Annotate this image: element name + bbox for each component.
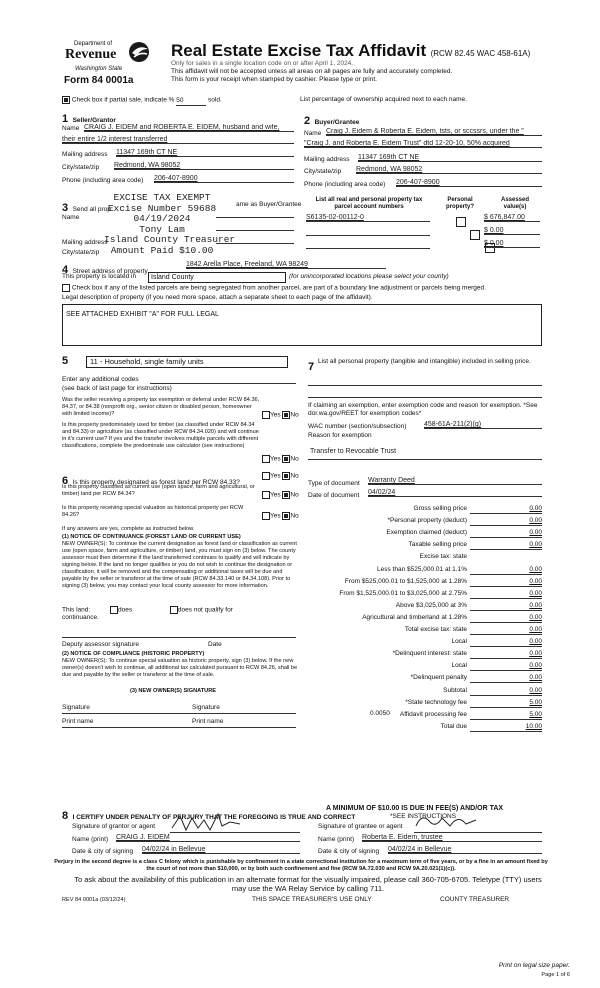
tax-row-value[interactable]: 0.00	[529, 601, 542, 609]
tax-row-value[interactable]: 10.00	[525, 722, 542, 730]
reason-label: Reason for exemption	[308, 432, 372, 439]
tax-row-label: Excise tax: state	[419, 553, 467, 561]
owner-print-line[interactable]	[62, 726, 296, 728]
tax-row-label: Subtotal	[443, 686, 467, 694]
section3-mail-label: Mailing address	[62, 239, 108, 246]
continuance-word: continuance.	[62, 614, 99, 621]
buyer-address[interactable]: 11347 169th CT NE	[358, 154, 542, 162]
seller-heading: 1 Seller/Grantor	[62, 113, 116, 125]
wac-number[interactable]: 458-61A-211(2)(g)	[424, 421, 542, 429]
minimum-due-note: A MINIMUM OF $10.00 IS DUE IN FEE(S) AND/OR TAX	[326, 805, 504, 812]
buyer-name-label: Name	[304, 130, 322, 137]
tax-row-value[interactable]: 0.00	[529, 650, 542, 658]
s6q1-yes-no: Yes No	[262, 472, 299, 481]
s6q3-no-checkbox[interactable]	[282, 512, 290, 520]
subtitle-3: This form is your receipt when stamped by cashier. Please type or print.	[171, 76, 377, 83]
land-does-checkbox[interactable]	[110, 606, 118, 614]
seller-phone-label: Phone (including area code)	[62, 177, 144, 184]
q2-yes-no: Yes No	[262, 455, 299, 464]
partial-sold: sold.	[208, 96, 222, 104]
tax-row-line	[470, 574, 542, 575]
personal-property-line-2[interactable]	[308, 396, 542, 398]
tax-row-line	[470, 682, 542, 683]
buyer-address-label: Mailing address	[304, 156, 350, 163]
q2-yes-checkbox[interactable]	[262, 455, 270, 463]
exemption-reason[interactable]: Transfer to Revocable Trust	[310, 448, 397, 455]
parcel-number-3[interactable]	[306, 240, 430, 249]
tax-row-label: Affidavit processing fee	[399, 710, 467, 718]
tax-row-value[interactable]: 0.00	[529, 577, 542, 585]
grantee-date-label: Date & city of signing	[318, 848, 380, 855]
tax-row-label: Exemption claimed (deduct)	[386, 529, 467, 537]
tax-row-value[interactable]: 0.00	[529, 638, 542, 646]
timber-agri-question: Is this property predominately used for timber (as classified under RCW 84.34 and 84.33) or agriculture (as classified under RCW 84.34.020) and will continue in it's current use? If yes and the transfer involves multiple parcels with different classifications, complete the predominate use calculator (see instructions)	[62, 422, 259, 449]
owner-print-name-label: Print name	[62, 718, 94, 725]
seller-phone[interactable]: 206-407-8900	[154, 175, 294, 183]
doc-type-label: Type of document	[308, 480, 360, 487]
tax-row-label: Gross selling price	[413, 505, 467, 512]
tax-row-value[interactable]: 0.00	[529, 613, 542, 621]
seller-name-1[interactable]: CRAIG J. EIDEM and ROBERTA E. EIDEM, husband and wife,	[84, 124, 294, 132]
see-instructions-note: *SEE INSTRUCTIONS	[390, 813, 457, 820]
reason-line	[308, 458, 542, 460]
seller-address-label: Mailing address	[62, 151, 108, 158]
tax-row-value[interactable]: 0.00	[529, 541, 542, 549]
deputy-date-label: Date	[208, 641, 222, 648]
segregated-checkbox[interactable]	[62, 284, 70, 292]
assessed-value-2[interactable]: $ 0.00	[484, 227, 540, 235]
form-number: Form 84 0001a	[64, 75, 134, 86]
section5-number: 5	[62, 355, 69, 367]
deputy-signature-line[interactable]	[62, 636, 296, 638]
segregated-row: Check box if any of the listed parcels are being segregated from another parcel, are part of a boundary line adjustment or parcels being merged.	[62, 284, 486, 293]
seller-name-2[interactable]: their entire 1/2 interest transferred	[62, 136, 294, 144]
seller-city-label: City/state/zip	[62, 164, 100, 171]
unincorporated-note: (for unincorporated locations please select your county)	[289, 273, 449, 280]
assessed-value-header: Assessed value(s)	[500, 197, 530, 210]
doc-type[interactable]: Warranty Deed	[368, 477, 542, 485]
tax-row-line	[470, 634, 542, 635]
dor-logo	[62, 40, 162, 90]
section7-heading: 7	[308, 361, 315, 373]
land-use-code-select[interactable]	[86, 356, 288, 368]
notice3-title: (3) NEW OWNER(S) SIGNATURE	[130, 688, 216, 694]
seller-city[interactable]: Redmond, WA 98052	[114, 162, 294, 170]
grantor-date[interactable]: 04/02/24 in Bellevue	[142, 846, 300, 854]
parcel-number-1[interactable]: S6135-02-00112-0	[306, 214, 430, 222]
s6q3-yes-checkbox[interactable]	[262, 512, 270, 520]
tax-row-line	[470, 731, 542, 732]
s6q3-yes-no: Yes No	[262, 512, 299, 521]
tax-row-line	[470, 622, 542, 623]
notice2-body: NEW OWNER(S): To continue special valuation as historic property, sign (3) below. If the new owner(s) doesn't wish to continue, all additional tax calculated pursuant to RCW 84.26, shall be due and payable by the seller or transferor at the time of sale.	[62, 658, 298, 678]
grantor-name[interactable]: CRAIG J. EIDEM	[116, 834, 300, 842]
tax-row-label: *Personal property (deduct)	[387, 517, 467, 525]
tax-row-line	[470, 525, 542, 526]
tax-row-line	[470, 598, 542, 599]
section6-q3: Is this property receiving special valuation as historical property per RCW 84.26?	[62, 505, 244, 518]
dept-name: Revenue	[65, 47, 117, 62]
section3-city-label: City/state/zip	[62, 249, 100, 256]
tax-row-value[interactable]: 5.00	[529, 698, 542, 706]
tax-row-label: Local	[451, 662, 467, 670]
notice1-title: (1) NOTICE OF CONTINUANCE (FOREST LAND OR CURRENT USE)	[62, 534, 241, 540]
title-rcw: (RCW 82.45 WAC 458-61A)	[430, 49, 531, 58]
tax-row-label: Total due	[440, 722, 467, 730]
additional-codes-field[interactable]	[150, 382, 296, 384]
grantor-date-label: Date & city of signing	[72, 848, 134, 855]
section3-line-1[interactable]	[216, 216, 294, 218]
tax-row-value[interactable]: 0.00	[529, 674, 542, 682]
tax-row-value[interactable]: 5.00	[529, 710, 542, 718]
owner-signature-line[interactable]	[62, 712, 296, 714]
stamp-line-5: Island County Treasurer	[104, 234, 236, 245]
owner-signature-label: Signature	[62, 704, 90, 711]
notice1-body: NEW OWNER(S): To continue the current designation as forest land or classification as current use (open space, farm and agriculture, or timber) land, you must sign on (3) below. The county assessor must then determine if the land transferred continues to qualify and will indicate by signing below. If the land no longer qualifies or you do not wish to continue the designation or classification, it will be removed and the compensating or additional taxes will be due and payable by the seller or transferor at the time of sale (RCW 84.33.140 or 84.34.108). Prior to signing (3) below, you may contact your local county assessor for more information.	[62, 541, 297, 589]
title-text: Real Estate Excise Tax Affidavit	[171, 41, 427, 60]
located-label: This property is located in	[62, 273, 137, 280]
dor-emblem-icon	[126, 40, 152, 64]
s6q1-no-checkbox[interactable]	[282, 472, 290, 480]
see-back-note: (see back of last page for instructions)	[62, 385, 172, 392]
tax-row-label: *Delinquent interest: state	[392, 650, 467, 658]
section3-heading: 3 Send all prop	[62, 202, 111, 214]
buyer-phone[interactable]: 206-407-8900	[396, 179, 542, 187]
section7-label: List all personal property (tangible and intangible) included in selling price.	[318, 358, 531, 365]
tax-row-line	[470, 670, 542, 671]
q1-no-checkbox[interactable]	[282, 411, 290, 419]
perjury-notice: Perjury in the second degree is a class C felony which is punishable by confinement in a state correctional institution for a maximum term of five years, or by a fine in an amount fixed by the court of not more than $10,000, or by both such confinement and fine (RCW 9A.72.030 and RCW 9A.20.021(1)(c)).	[54, 859, 548, 872]
legal-description-box[interactable]	[62, 304, 542, 346]
buyer-city[interactable]: Redmond, WA 98052	[356, 166, 542, 174]
alternate-format-note: To ask about the availability of this publication in an alternate format for the visually impaired, please call 360-705-6705. Teletype (TTY) users may use the WA Relay Service by calling 711.	[74, 875, 542, 893]
dept-state: Washington State	[75, 66, 123, 72]
buyer-heading: 2 Buyer/Grantee	[304, 115, 360, 127]
s6q1-yes-checkbox[interactable]	[262, 472, 270, 480]
parcel-header: List all real and personal property tax parcel account numbers	[315, 197, 423, 210]
seller-name-label: Name	[62, 125, 80, 132]
s6q2-yes-checkbox[interactable]	[262, 491, 270, 499]
parcel-number-2[interactable]	[306, 227, 430, 236]
deputy-signature-label: Deputy assessor signature	[62, 641, 139, 648]
section3-line-2[interactable]	[216, 229, 294, 231]
tax-row-value[interactable]: 0.00	[529, 565, 542, 573]
stamp-line-4: Tony Lam	[139, 223, 185, 235]
tax-row-label: From $525,000.01 to $1,525,000 at 1.28%	[344, 577, 467, 585]
tax-row-line	[470, 646, 542, 647]
page-number: Page 1 of 6	[541, 972, 570, 978]
section4-row: 4 Street address of property	[62, 264, 148, 276]
section3-name-label: Name	[62, 214, 80, 221]
tax-row-line	[470, 537, 542, 538]
dept-top: Department of	[74, 41, 113, 47]
land-use-code-value: 11 - Household, single family units	[90, 357, 204, 366]
additional-codes-label: Enter any additional codes	[62, 376, 139, 383]
tax-row-line	[470, 610, 542, 611]
q1-yes-checkbox[interactable]	[262, 411, 270, 419]
assessed-value-1[interactable]: $ 676,847.00	[484, 214, 540, 222]
tax-row-line	[470, 658, 542, 659]
tax-row-label: Total excise tax: state	[404, 626, 467, 633]
tax-row-label: From $1,525,000.01 to $3,025,000 at 2.75%	[339, 589, 467, 597]
tax-row-value[interactable]: 0.00	[529, 626, 542, 633]
doc-date[interactable]: 04/02/24	[368, 489, 542, 497]
if-any-note: If any answers are yes, complete as instructed below.	[62, 526, 195, 532]
seller-address[interactable]: 11347 169th CT NE	[116, 149, 294, 157]
stamp-line-6: Amount Paid $10.00	[110, 244, 214, 256]
local-rate: 0.0050	[370, 710, 390, 717]
treasurer-use-label: THIS SPACE TREASURER'S USE ONLY	[252, 896, 372, 903]
tax-row-line	[470, 695, 542, 696]
section6-q1: 6 Is this property designated as forest land per RCW 84.33?	[62, 475, 240, 487]
partial-percent[interactable]: 50	[176, 97, 206, 106]
form-title	[171, 41, 530, 61]
property-address[interactable]: 1842 Arella Place, Freeland, WA 98249	[186, 261, 386, 269]
partial-sale-checkbox[interactable]	[62, 96, 70, 104]
grantee-signature-icon	[412, 810, 492, 832]
grantee-name-label: Name (print)	[318, 836, 355, 843]
tax-row-label: Taxable selling price	[408, 541, 467, 549]
county-treasurer-label: COUNTY TREASURER	[440, 896, 510, 903]
tax-row-value[interactable]: 0.00	[529, 589, 542, 597]
wac-label: WAC number (section/subsection)	[308, 423, 407, 430]
tax-row-label: *State technology fee	[405, 698, 467, 706]
assessed-value-3[interactable]: $ 0.00	[484, 240, 540, 248]
personal-property-checkbox-2[interactable]	[470, 230, 480, 240]
county-value: Island County	[151, 274, 194, 281]
partial-sale-label: Check box if partial sale, indicate %	[71, 96, 175, 104]
grantee-date[interactable]: 04/02/24 in Bellevue	[388, 846, 542, 854]
tax-row-label: Above $3,025,000 at 3%	[395, 601, 467, 609]
grantee-signature-label: Signature of grantee or agent	[318, 823, 403, 830]
stamp-line-2: Excise Number 59688	[107, 202, 217, 214]
buyer-name-1[interactable]: Craig J. Eidem & Roberta E. Eidem, tsts, or sccssrs, under the "	[326, 128, 542, 136]
partial-sale-row	[62, 96, 222, 106]
q1-yes-no: Yes No	[262, 411, 299, 420]
legal-description-label: Legal description of property (if you need more space, attach a separate sheet to each page of the affidavit).	[62, 294, 373, 301]
tax-row-value[interactable]: 0.00	[529, 517, 542, 525]
revision-label: REV 84 0001a (03/12/24)	[62, 897, 126, 903]
personal-property-checkbox-1[interactable]	[456, 217, 466, 227]
q2-no-checkbox[interactable]	[282, 455, 290, 463]
buyer-phone-label: Phone (including area code)	[304, 181, 386, 188]
section8-certify: 8 I CERTIFY UNDER PENALTY OF PERJURY THAT THE FOREGOING IS TRUE AND CORRECT	[62, 810, 356, 822]
tax-row-value[interactable]: 0.00	[529, 686, 542, 694]
tax-row-label: Less than $525,000.01 at 1.1%	[377, 565, 467, 573]
section6-q2: Is this property classified as current use (open space, farm and agricultural, or timber) land per RCW 84.34?	[62, 484, 255, 497]
stamp-line-1: EXCISE TAX EXEMPT	[113, 192, 211, 203]
tax-row-line	[470, 549, 542, 550]
owner-print-name-label-2: Print name	[192, 718, 224, 725]
doc-date-label: Date of document	[308, 492, 360, 499]
tax-row-label: Local	[451, 638, 467, 646]
tax-row-line	[470, 719, 542, 720]
subtitle-2: This affidavit will not be accepted unless all areas on all pages are fully and accurately completed.	[171, 68, 453, 75]
buyer-name-2[interactable]: "Craig J. and Roberta E. Eidem Trust" dtd 12-20-10, 50% acquired	[304, 140, 542, 148]
tax-row-label: Agricultural and timberland at 1.28%	[362, 613, 467, 621]
grantor-name-label: Name (print)	[72, 836, 109, 843]
s6q2-yes-no: Yes No	[262, 491, 299, 500]
tax-row-value[interactable]: 0.00	[529, 505, 542, 512]
tax-row-label: *Delinquent penalty	[410, 674, 467, 682]
exemption-claim-label: If claiming an exemption, enter exemption code and reason for exemption. *See dor.wa.gov/REET for exemption codes*	[308, 402, 538, 417]
personal-property-header: Personal property?	[445, 197, 474, 210]
grantor-signature-label: Signature of grantor or agent	[72, 823, 156, 830]
legal-paper-note: Print on legal size paper.	[498, 962, 570, 969]
tax-row-line	[470, 513, 542, 514]
tax-row-value[interactable]: 0.00	[529, 529, 542, 537]
s6q2-no-checkbox[interactable]	[282, 491, 290, 499]
section3-same-as: ame as Buyer/Grantee	[236, 201, 302, 208]
stamp-line-3: 04/19/2024	[133, 213, 191, 224]
tax-row-value[interactable]: 0.00	[529, 662, 542, 670]
exemption-deferral-question: Was the seller receiving a property tax exemption or deferral under RCW 84.36, 84.37, or 84.38 (nonprofit org., senior citizen or disabled person, homeowner with limited income)?	[62, 397, 260, 417]
ownership-note: List percentage of ownership acquired next to each name.	[300, 96, 467, 103]
grantor-signature-line[interactable]	[170, 831, 300, 833]
notice2-title: (2) NOTICE OF COMPLIANCE (HISTORIC PROPERTY)	[62, 651, 205, 657]
buyer-city-label: City/state/zip	[304, 168, 342, 175]
county-select[interactable]	[148, 272, 286, 283]
land-does-not-checkbox[interactable]	[170, 606, 178, 614]
personal-property-line-1[interactable]	[308, 384, 542, 386]
tax-row-line	[470, 707, 542, 708]
exempt-stamp	[104, 192, 236, 256]
owner-signature-label-2: Signature	[192, 704, 220, 711]
grantee-name[interactable]: Roberta E. Eidem, trustee	[362, 834, 542, 842]
grantee-signature-line[interactable]	[414, 831, 542, 833]
this-land-row: This land: does does not qualify for	[62, 606, 233, 614]
subtitle-1: Only for sales in a single location code on or after April 1, 2024.	[171, 60, 354, 67]
tax-row-line	[470, 586, 542, 587]
legal-description-text: SEE ATTACHED EXHIBIT "A" FOR FULL LEGAL	[66, 311, 219, 318]
